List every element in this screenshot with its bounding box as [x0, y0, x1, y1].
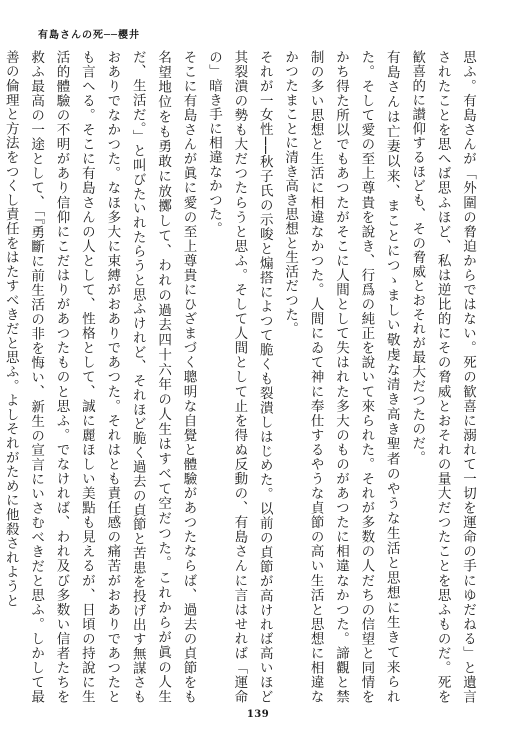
page-number: 139: [246, 709, 270, 720]
paragraph: そこに有島さんが眞に愛の至上尊貴にひざまづく聰明な自覺と體驗があつたならば、過去の貞節をも名望地位をも勇敢に放擲して、われの過去四十六年の人生はすべて空だつた。これからが眞の人生だ、生活だ。」と叫びたいれたらうと思ふけれど、それほど脆く過去の貞節と苦患を投げ出す無謀さもおありでなかつた。なほ多大に束縛がおありであつた。それはとも責任感の痛苦がおありであつたとも言へる。そこに有島さんの人として、性格として、誠に麗ほしい美點も見えるが、日頃の持說に生活的體驗の不明があり信仰にこだはりがあつたものと思ふ。でなければ、われ及び多数い信者たちを救ふ最高の一途として、「『勇斷に前生活の非を悔い、新生の宣言にいさむべきだと思ふ。しかして最善の倫理と方法をつくし責任をはたすべきだと思ふ。よしそれがために他殺されようと: [2, 50, 197, 704]
paragraph: 思ふ。有島さんが「外圍の脅迫からではない。死の歓喜に溺れて一切を運命の手にゆだねる」と遺言されたことを思へば思ふほど、私は逆比的にその脅威とおそれの量大だつたことを思ふものだ。死を歓喜的に讃仰するほども、その脅威とおそれが最大だつたのだ。: [409, 50, 476, 704]
paragraph: それが一女性──秋子氏の示唆と煽搭によつて脆くも裂潰しはじめた。以前の貞節が高ければ高いほど其裂潰の勢も大だつたらうと思ふ。そして人間として止を得ぬ反動の、有島さんに言はせれば「運命の」暗き手に相違なかつた。: [205, 50, 273, 704]
body-text: [2, 50, 480, 704]
running-header: 有島さんの死──櫻井: [38, 30, 141, 41]
paragraph: 有島さんは亡妻以来、まことにつゝましい敬虔な清き高き聖者のやうな生活と思想に生きて来られた。そして愛の至上尊貴を說き、行爲の純正を說いて來られた。それが多数の人だちの信望と同情をかち得た所以でもあつたがそこに人間として失はれた多大のものがあつたに相違なかつた。諦觀と禁制の多い思想と生活に相違なかつた。人間にゐて神に奉仕するやうな貞節の高い生活と思想に相違なかつたまことに清き高き思想と生活だつた。: [282, 50, 400, 704]
